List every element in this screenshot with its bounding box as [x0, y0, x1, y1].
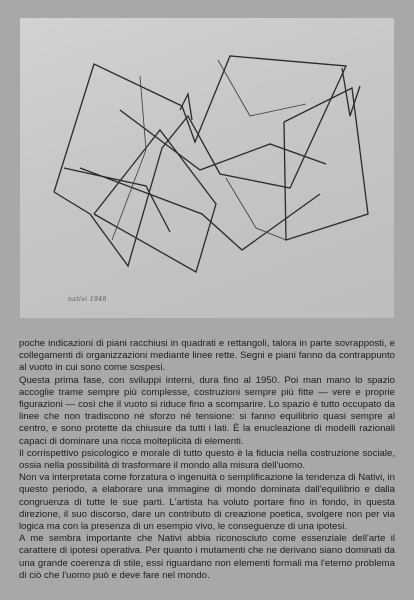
drawing-line	[80, 168, 320, 250]
paragraph: Il corrispettivo psicologico e morale di tutto questo è la fiducia nella costruzione sociale, ossia nella possibilità di trasformare il mondo alla misura dell'uomo.	[19, 447, 395, 472]
drawing-line	[218, 60, 306, 116]
paragraph: Non va interpretata come forzatura o ingenuità o semplificazione la tendenza di Nativi, in questo periodo, a elaborare una immagine di mondo dominata dall'equilibrio e dalla congruenza di tutte le sue parti. L'artista ha voluto portare fino in fondo, in questa direzione, il suo discorso, dare un contributo di creazione poetica, svolgere non per via logica ma con la presenza di un esempio vivo, le conseguenze di una ipotesi.	[19, 472, 395, 533]
paragraph: Questa prima fase, con sviluppi interni, dura fino al 1950. Poi man mano lo spazio accoglie trame sempre più complesse, costruzioni sempre più fitte — vere e proprie figurazioni — così che il vuoto si riduce fino a scomparire. Lo spazio è tutto occupato da linee che non tradiscono né sforzo né tensione: si fanno equilibrio quasi sempre al centro, e sono protette da chiusure da tutti i lati. È la enucleazione di modelli razionali capaci di dominare una ricca molteplicità di elementi.	[19, 374, 395, 447]
paragraph: poche indicazioni di piani racchiusi in quadrati e rettangoli, talora in parte sovrapposti, e collegamenti di organizzazioni mediante linee rette. Segni e piani fanno da contrappunto al vuoto in cui sono come sospesi.	[19, 338, 395, 374]
artist-signature: nativi 1948	[68, 296, 107, 303]
body-text	[19, 338, 395, 582]
artwork-reproduction	[20, 18, 394, 318]
abstract-line-drawing	[20, 18, 394, 318]
drawing-line	[120, 110, 326, 170]
drawing-line	[112, 76, 146, 240]
paragraph: A me sembra importante che Nativi abbia riconosciuto come essenziale dell'arte il carattere di ipotesi operativa. Per quanto i mutamenti che ne derivano siano dominati da una grande coerenza di stile, essi riguardano non elementi formali ma l'eterno problema di ciò che l'uomo può e deve fare nel mondo.	[19, 533, 395, 581]
drawing-line	[226, 178, 286, 240]
drawing-line	[94, 130, 216, 272]
